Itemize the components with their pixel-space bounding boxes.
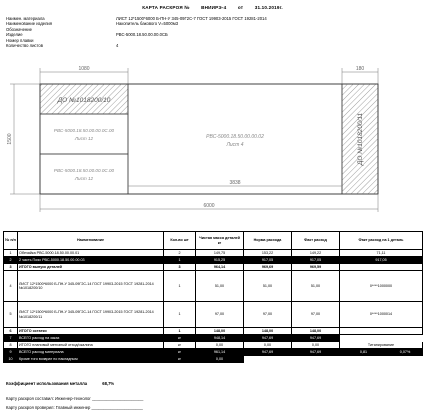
part-c-sublabel: Лист 4 (226, 142, 244, 148)
coefficient-row (6, 381, 114, 386)
info-row: Количество листов 4 (6, 43, 119, 49)
table-header-row (4, 232, 423, 250)
col-header: Норма расхода (244, 232, 292, 250)
dim-top-right (342, 66, 378, 84)
remnant-left (40, 84, 128, 114)
dim-inner-label: 3838 (229, 180, 241, 186)
table-row: 2 2 часть Пояс РВС-5000.18.50.00.00.03 1 915,25 917,05 917,05 917,05 (4, 257, 423, 264)
table-row: 7 ВСЕГО расход на заказ кг 948,14 947,69 947,69 (4, 335, 423, 342)
table-row: 9 ВСЕГО расход материала кг 961,14 947,69 947,69 0,81 0,07% (4, 349, 423, 356)
col-header: Чистая масса деталей кг (196, 232, 244, 250)
remnant-left-label: ДО №1018200/10 (57, 97, 111, 104)
material-table (3, 231, 423, 363)
card-from: от (237, 5, 244, 10)
dim-height-label: 1500 (7, 133, 13, 145)
checked-by-line: Карту раскроя проверил: Главный инженер ______________________ (6, 405, 143, 410)
card-title: КАРТА РАСКРОЯ № (142, 5, 190, 10)
dim-top-left (40, 66, 128, 84)
col-header: Факт расход на 1 деталь (340, 232, 423, 250)
card-number: ВНИИРЭ-4 (201, 5, 227, 10)
dim-total-label: 6000 (203, 203, 215, 209)
remnant-right (342, 84, 378, 194)
card-date: 31.10.2019г. (254, 5, 283, 10)
table-row: 4 ЛИСТ 12*1500*6000 Б-ПН-У 345-09Г2С-14 ГОСТ 19903-2015 ГОСТ 19281-2014 №1018200/10 1 51,00 51,00 51,00 0****1000000 (4, 271, 423, 302)
info-row: Наимен. материала ЛИСТ 12*1500*6000 Б-ПН-У 345-09Г2С-7 ГОСТ 19903-2015 ГОСТ 19281-2014 (6, 16, 267, 21)
part-b-sublabel: Лист 12 (74, 176, 94, 181)
coefficient-value: 68,7% (102, 381, 115, 386)
info-row: Номер плавки (6, 37, 34, 43)
table-row: 1 Обечайка РВС-5000.18.50.00.00.01 2 149,75 153,22 149,22 71,11 (4, 250, 423, 257)
part-a-sublabel: Лист 12 (74, 136, 94, 141)
table-row: 8 ИТОГО плановый метизный отход/окалина кг 0,00 0,00 0,00 Титанирование (4, 342, 423, 349)
compiled-by-line: Карту раскроя составил: Инженер-технолог ______________________ (6, 396, 144, 401)
info-row: Изделие РВС-5000.18.50.00.00.0СБ (6, 32, 168, 38)
info-row: Наименование изделия Накопитель бакового V=5000м3 (6, 21, 179, 27)
col-header: № п/п (4, 232, 18, 250)
dim-height (7, 84, 40, 194)
part-a-label: РВС-5000.18.50.00.00.0С.00 (53, 128, 115, 133)
part-c-label: РВС-5000.18.50.00.00.02 (206, 134, 264, 140)
table-row: 5 ЛИСТ 12*1500*6000 Б-ПН-У 345-09Г2С-14 ГОСТ 19903-2015 ГОСТ 19281-2014 №1018200/11 1 97,00 97,00 97,00 0****1000014 (4, 302, 423, 328)
coefficient-label: Коэффициент использования металла (6, 381, 88, 386)
remnant-right-label: ДО №1018200/11 (357, 112, 364, 166)
info-block (6, 16, 267, 48)
dim-right-label: 180 (355, 66, 365, 72)
card-title-row (0, 5, 425, 10)
table-row: 3 ИТОГО выпуск деталей 3 964,14 969,69 969,59 (4, 264, 423, 271)
part-b-label: РВС-5000.18.50.00.00.0С.00 (53, 168, 115, 173)
col-header: Наименование (18, 232, 164, 250)
col-header: Факт расход (292, 232, 340, 250)
table-row: 6 ИТОГО остатки 1 148,00 148,00 148,00 (4, 328, 423, 335)
col-header: Кол-во шт (164, 232, 196, 250)
dim-left-label: 1080 (78, 66, 90, 72)
dim-total (40, 194, 378, 212)
cutting-drawing (0, 58, 425, 228)
info-row: Обозначение (6, 26, 32, 32)
table-row: 10 Кроме того возврат по накладным кг 0,00 (4, 356, 423, 363)
